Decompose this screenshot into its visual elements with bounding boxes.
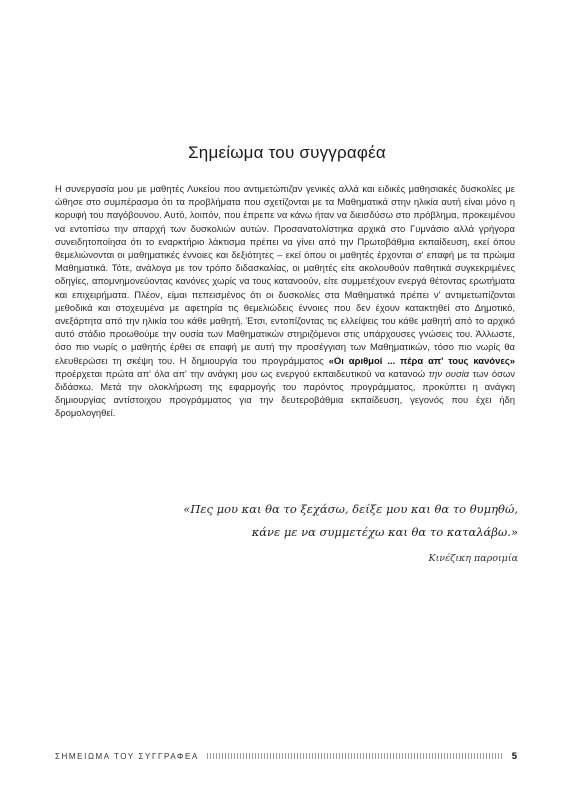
body-paragraph [55,183,515,421]
quote-block [138,498,518,544]
quote-line-1: «Πες μου και θα το ξεχάσω, δείξε μου και θα το θυμηθώ, [183,502,518,516]
page-number: 5 [511,750,517,762]
page-title: Σημείωμα του συγγραφέα [188,143,386,162]
page-footer [55,750,517,762]
footer-section-label: ΣΗΜΕΙΩΜΑ ΤΟΥ ΣΥΓΓΡΑΦΕΑ [55,751,199,761]
program-name: «Οι αριθμοί ... πέρα απ' τους κανόνες» [328,355,515,367]
body-text-part1: Η συνεργασία μου με μαθητές Λυκείου που αντιμετώπιζαν γενικές αλλά και ειδικές μαθησιακές δυσκολίες με ώθησε στο συμπέρασμα ότι τα προβλήματα που σχετίζονται με τα Μαθηματικά στην ηλικία αυτή είναι μόνο η κορυφή του παγόβουνου. Αυτό, λοιπόν, που έπρεπε να κάνω ήταν να διεισδύσω στο πρόβλημα, προκειμένου να εντοπίσω την απαρχή των δυσκολιών αυτών. Προσανατολίστηκα αρχικά στο Γυμνάσιο αλλά γρήγορα συνειδητοποίησα ότι το εναρκτήριο λάκτισμα πρέπει να γίνει από την Πρωτοβάθμια εκπαίδευση, εκεί όπου θεμελιώνονται οι μαθηματικές έννοιες και δεξιότητες – εκεί όπου οι μαθητές έρχονται σ' επαφή με τα πρώιμα Μαθηματικά. Τότε, ανάλογα με τον τρόπο διδασκαλίας, οι μαθητές είτε ακολουθούν παθητικά συγκεκριμένες οδηγίες, απομνημονεύοντας κανόνες χωρίς να τους κατανοούν, είτε συμμετέχουν ενεργά θέτοντας ερωτήματα και επιχειρήματα. Πλέον, είμαι πεπεισμένος ότι οι δυσκολίες στα Μαθηματικά πρέπει ν' αντιμετωπίζονται μεθοδικά και στοχευμένα με αφετηρία τις θεμελιώδεις έννοιες που δεν έχουν κατακτηθεί στο Δημοτικό, ανεξάρτητα από την ηλικία του κάθε μαθητή. Έτσι, εντοπίζοντας τις ελλείψεις του κάθε μαθητή από το αρχικό αυτό στάδιο προωθούμε την ουσία των Μαθηματικών στηριζόμενοι στις υπάρχουσες γνώσεις του. Άλλωστε, όσο πιο νωρίς ο μαθητής έρθει σε επαφή με αυτή την προσέγγιση των Μαθηματικών, τόσο πιο νωρίς θα ελευθερώσει τη σκέψη του. Η δημιουργία του προγράμματος [55,184,515,367]
emphasis-text: την ουσία [428,368,470,380]
footer-dotted-rule [207,753,504,759]
body-text-part2: προέρχεται πρώτα απ' όλα απ' την ανάγκη μου ως ενεργού εκπαιδευτικού να κατανοώ [55,368,429,380]
quote-line-2: κάνε με να συμμετέχω και θα το καταλάβω.» [251,525,518,539]
quote-source: Κινέζικη παροιμία [428,553,518,564]
body-text-part3: των όσων διδάσκω. Μετά την ολοκλήρωση της εφαρμογής του παρόντος προγράμματος, προκύπτει η ανάγκη δημιουργίας αντίστοιχου προγράμματος για την δευτεροβάθμια εκπαίδευση, γεγονός που έχει ήδη δρομολογηθεί. [55,368,516,420]
